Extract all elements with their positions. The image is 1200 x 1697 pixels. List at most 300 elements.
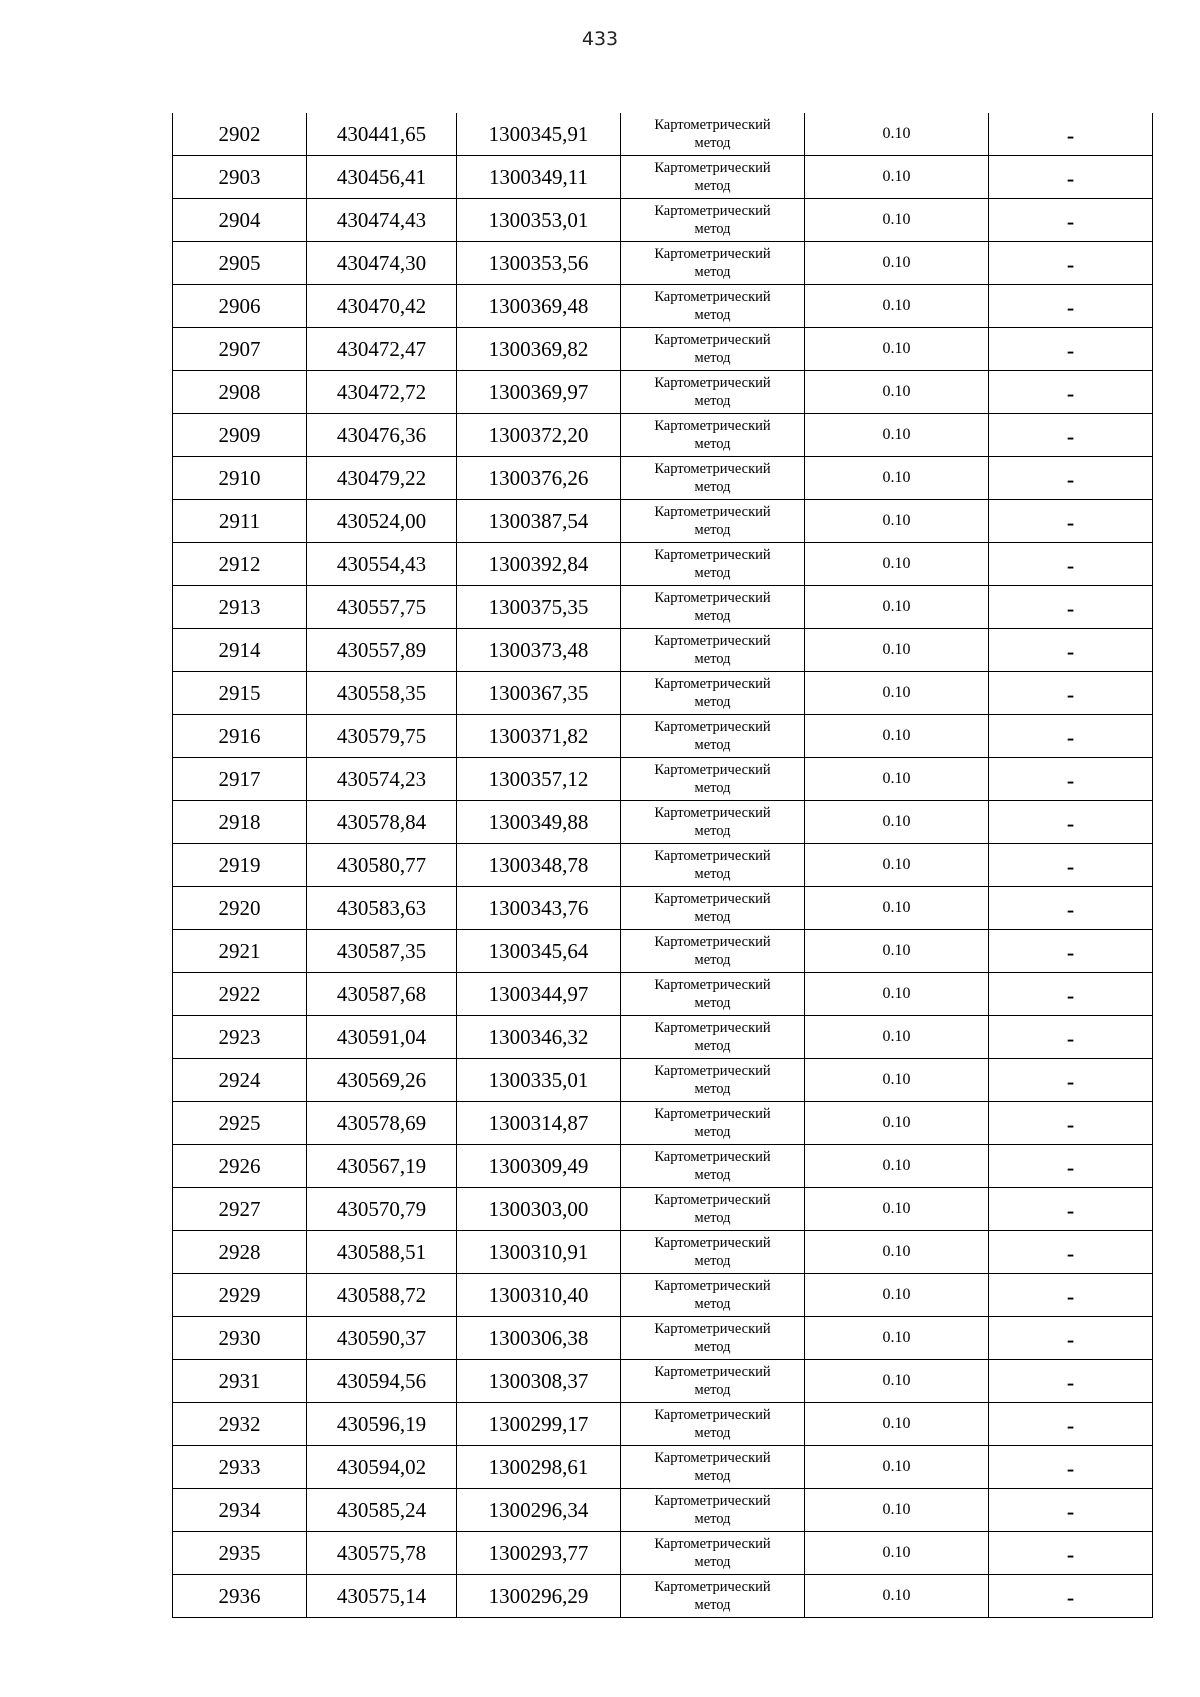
method-cell [621,758,805,801]
description-cell: - [989,715,1153,758]
method-line-1: Картометрический [654,418,771,434]
method-cell [621,500,805,543]
point-number-cell: 2913 [173,586,307,629]
method-line-2: метод [694,479,731,495]
table-row [173,1145,1153,1188]
y-coordinate-cell: 1300353,56 [457,242,621,285]
description-cell: - [989,414,1153,457]
table-row [173,113,1153,156]
table-row [173,844,1153,887]
y-coordinate-cell: 1300371,82 [457,715,621,758]
description-cell: - [989,844,1153,887]
method-cell [621,1016,805,1059]
table-body [173,113,1153,1618]
method-line-1: Картометрический [654,719,771,735]
method-line-2: метод [694,952,731,968]
y-coordinate-cell: 1300296,29 [457,1575,621,1618]
precision-cell: 0.10 [805,1145,989,1188]
x-coordinate-cell: 430580,77 [307,844,457,887]
x-coordinate-cell: 430569,26 [307,1059,457,1102]
method-line-2: метод [694,1210,731,1226]
method-line-1: Картометрический [654,762,771,778]
precision-cell: 0.10 [805,1446,989,1489]
y-coordinate-cell: 1300310,40 [457,1274,621,1317]
description-cell: - [989,1575,1153,1618]
x-coordinate-cell: 430456,41 [307,156,457,199]
method-line-2: метод [694,909,731,925]
x-coordinate-cell: 430479,22 [307,457,457,500]
table-row [173,457,1153,500]
description-cell: - [989,801,1153,844]
y-coordinate-cell: 1300348,78 [457,844,621,887]
description-cell: - [989,543,1153,586]
method-cell [621,586,805,629]
method-line-2: метод [694,264,731,280]
y-coordinate-cell: 1300349,88 [457,801,621,844]
precision-cell: 0.10 [805,1231,989,1274]
method-line-2: метод [694,135,731,151]
point-number-cell: 2914 [173,629,307,672]
method-line-1: Картометрический [654,891,771,907]
x-coordinate-cell: 430587,68 [307,973,457,1016]
method-cell [621,930,805,973]
description-cell: - [989,887,1153,930]
x-coordinate-cell: 430594,02 [307,1446,457,1489]
point-number-cell: 2918 [173,801,307,844]
method-line-2: метод [694,737,731,753]
point-number-cell: 2932 [173,1403,307,1446]
table-row [173,1059,1153,1102]
x-coordinate-cell: 430588,72 [307,1274,457,1317]
method-line-2: метод [694,1511,731,1527]
precision-cell: 0.10 [805,930,989,973]
method-line-2: метод [694,651,731,667]
point-number-cell: 2906 [173,285,307,328]
point-number-cell: 2931 [173,1360,307,1403]
precision-cell: 0.10 [805,586,989,629]
y-coordinate-cell: 1300310,91 [457,1231,621,1274]
precision-cell: 0.10 [805,328,989,371]
point-number-cell: 2933 [173,1446,307,1489]
method-line-1: Картометрический [654,1579,771,1595]
method-line-2: метод [694,1253,731,1269]
method-line-1: Картометрический [654,1364,771,1380]
point-number-cell: 2928 [173,1231,307,1274]
method-line-2: метод [694,307,731,323]
description-cell: - [989,1274,1153,1317]
method-line-2: метод [694,995,731,1011]
x-coordinate-cell: 430472,72 [307,371,457,414]
precision-cell: 0.10 [805,414,989,457]
point-number-cell: 2907 [173,328,307,371]
method-line-2: метод [694,350,731,366]
method-cell [621,1231,805,1274]
y-coordinate-cell: 1300343,76 [457,887,621,930]
method-line-2: метод [694,1038,731,1054]
x-coordinate-cell: 430575,14 [307,1575,457,1618]
table-row [173,801,1153,844]
y-coordinate-cell: 1300369,97 [457,371,621,414]
precision-cell: 0.10 [805,973,989,1016]
method-line-2: метод [694,436,731,452]
method-line-1: Картометрический [654,375,771,391]
description-cell: - [989,457,1153,500]
description-cell: - [989,1016,1153,1059]
description-cell: - [989,973,1153,1016]
precision-cell: 0.10 [805,672,989,715]
table-row [173,1360,1153,1403]
table-row [173,586,1153,629]
method-line-2: метод [694,178,731,194]
point-number-cell: 2902 [173,113,307,156]
table-row [173,672,1153,715]
method-line-1: Картометрический [654,289,771,305]
precision-cell: 0.10 [805,199,989,242]
description-cell: - [989,285,1153,328]
method-line-2: метод [694,1296,731,1312]
method-line-1: Картометрический [654,977,771,993]
x-coordinate-cell: 430558,35 [307,672,457,715]
method-cell [621,1403,805,1446]
y-coordinate-cell: 1300345,64 [457,930,621,973]
point-number-cell: 2936 [173,1575,307,1618]
x-coordinate-cell: 430524,00 [307,500,457,543]
point-number-cell: 2924 [173,1059,307,1102]
description-cell: - [989,242,1153,285]
y-coordinate-cell: 1300372,20 [457,414,621,457]
x-coordinate-cell: 430570,79 [307,1188,457,1231]
y-coordinate-cell: 1300357,12 [457,758,621,801]
description-cell: - [989,199,1153,242]
method-line-1: Картометрический [654,547,771,563]
description-cell: - [989,500,1153,543]
x-coordinate-cell: 430575,78 [307,1532,457,1575]
y-coordinate-cell: 1300344,97 [457,973,621,1016]
x-coordinate-cell: 430472,47 [307,328,457,371]
description-cell: - [989,328,1153,371]
y-coordinate-cell: 1300296,34 [457,1489,621,1532]
precision-cell: 0.10 [805,1532,989,1575]
point-number-cell: 2930 [173,1317,307,1360]
point-number-cell: 2908 [173,371,307,414]
point-number-cell: 2912 [173,543,307,586]
precision-cell: 0.10 [805,1016,989,1059]
y-coordinate-cell: 1300375,35 [457,586,621,629]
description-cell: - [989,1317,1153,1360]
precision-cell: 0.10 [805,1360,989,1403]
method-line-1: Картометрический [654,848,771,864]
table-row [173,285,1153,328]
precision-cell: 0.10 [805,500,989,543]
x-coordinate-cell: 430441,65 [307,113,457,156]
precision-cell: 0.10 [805,715,989,758]
description-cell: - [989,1360,1153,1403]
precision-cell: 0.10 [805,285,989,328]
method-cell [621,801,805,844]
method-line-2: метод [694,1167,731,1183]
method-cell [621,1274,805,1317]
point-number-cell: 2904 [173,199,307,242]
precision-cell: 0.10 [805,1317,989,1360]
table-row [173,1489,1153,1532]
method-line-1: Картометрический [654,1149,771,1165]
method-cell [621,1102,805,1145]
point-number-cell: 2910 [173,457,307,500]
description-cell: - [989,1145,1153,1188]
description-cell: - [989,1102,1153,1145]
method-cell [621,715,805,758]
method-line-1: Картометрический [654,246,771,262]
method-line-1: Картометрический [654,1493,771,1509]
y-coordinate-cell: 1300353,01 [457,199,621,242]
table-row [173,1274,1153,1317]
table-row [173,1575,1153,1618]
description-cell: - [989,1188,1153,1231]
method-line-2: метод [694,1468,731,1484]
method-line-2: метод [694,608,731,624]
point-number-cell: 2915 [173,672,307,715]
method-cell [621,1317,805,1360]
precision-cell: 0.10 [805,156,989,199]
table-row [173,887,1153,930]
method-line-1: Картометрический [654,504,771,520]
x-coordinate-cell: 430591,04 [307,1016,457,1059]
precision-cell: 0.10 [805,1403,989,1446]
table-row [173,1317,1153,1360]
method-line-1: Картометрический [654,1278,771,1294]
precision-cell: 0.10 [805,1274,989,1317]
point-number-cell: 2919 [173,844,307,887]
precision-cell: 0.10 [805,113,989,156]
method-cell [621,1532,805,1575]
x-coordinate-cell: 430567,19 [307,1145,457,1188]
y-coordinate-cell: 1300293,77 [457,1532,621,1575]
x-coordinate-cell: 430585,24 [307,1489,457,1532]
description-cell: - [989,672,1153,715]
method-line-2: метод [694,221,731,237]
method-line-2: метод [694,522,731,538]
method-line-1: Картометрический [654,934,771,950]
description-cell: - [989,1403,1153,1446]
description-cell: - [989,1489,1153,1532]
description-cell: - [989,113,1153,156]
description-cell: - [989,629,1153,672]
table-row [173,1102,1153,1145]
x-coordinate-cell: 430587,35 [307,930,457,973]
method-cell [621,1059,805,1102]
precision-cell: 0.10 [805,1188,989,1231]
method-cell [621,672,805,715]
table-row [173,156,1153,199]
method-cell [621,156,805,199]
point-number-cell: 2905 [173,242,307,285]
precision-cell: 0.10 [805,758,989,801]
table-row [173,199,1153,242]
method-line-2: метод [694,823,731,839]
table-row [173,371,1153,414]
method-cell [621,629,805,672]
method-line-1: Картометрический [654,1407,771,1423]
table-row [173,1231,1153,1274]
x-coordinate-cell: 430474,30 [307,242,457,285]
table-row [173,414,1153,457]
method-cell [621,1489,805,1532]
point-number-cell: 2922 [173,973,307,1016]
point-number-cell: 2935 [173,1532,307,1575]
method-line-2: метод [694,780,731,796]
point-number-cell: 2925 [173,1102,307,1145]
x-coordinate-cell: 430476,36 [307,414,457,457]
table-row [173,1403,1153,1446]
method-line-1: Картометрический [654,1192,771,1208]
x-coordinate-cell: 430474,43 [307,199,457,242]
method-line-1: Картометрический [654,160,771,176]
y-coordinate-cell: 1300345,91 [457,113,621,156]
method-line-1: Картометрический [654,117,771,133]
precision-cell: 0.10 [805,1575,989,1618]
point-number-cell: 2921 [173,930,307,973]
method-line-2: метод [694,1554,731,1570]
point-number-cell: 2920 [173,887,307,930]
method-cell [621,113,805,156]
x-coordinate-cell: 430557,89 [307,629,457,672]
method-cell [621,1188,805,1231]
precision-cell: 0.10 [805,1059,989,1102]
description-cell: - [989,758,1153,801]
y-coordinate-cell: 1300376,26 [457,457,621,500]
method-cell [621,1446,805,1489]
method-line-2: метод [694,1081,731,1097]
method-cell [621,199,805,242]
y-coordinate-cell: 1300298,61 [457,1446,621,1489]
table-row [173,500,1153,543]
method-line-1: Картометрический [654,1450,771,1466]
y-coordinate-cell: 1300373,48 [457,629,621,672]
method-line-2: метод [694,1425,731,1441]
point-number-cell: 2923 [173,1016,307,1059]
point-number-cell: 2917 [173,758,307,801]
y-coordinate-cell: 1300349,11 [457,156,621,199]
method-line-2: метод [694,1339,731,1355]
method-line-1: Картометрический [654,1020,771,1036]
x-coordinate-cell: 430554,43 [307,543,457,586]
description-cell: - [989,156,1153,199]
method-line-1: Картометрический [654,676,771,692]
precision-cell: 0.10 [805,844,989,887]
table-row [173,1016,1153,1059]
precision-cell: 0.10 [805,629,989,672]
precision-cell: 0.10 [805,457,989,500]
table-row [173,328,1153,371]
point-number-cell: 2911 [173,500,307,543]
point-number-cell: 2934 [173,1489,307,1532]
method-line-2: метод [694,1382,731,1398]
description-cell: - [989,1446,1153,1489]
y-coordinate-cell: 1300299,17 [457,1403,621,1446]
y-coordinate-cell: 1300314,87 [457,1102,621,1145]
method-cell [621,844,805,887]
point-number-cell: 2916 [173,715,307,758]
table-row [173,1188,1153,1231]
method-line-1: Картометрический [654,332,771,348]
y-coordinate-cell: 1300309,49 [457,1145,621,1188]
method-line-1: Картометрический [654,590,771,606]
method-cell [621,1145,805,1188]
y-coordinate-cell: 1300306,38 [457,1317,621,1360]
method-cell [621,414,805,457]
y-coordinate-cell: 1300392,84 [457,543,621,586]
description-cell: - [989,1532,1153,1575]
precision-cell: 0.10 [805,887,989,930]
x-coordinate-cell: 430594,56 [307,1360,457,1403]
x-coordinate-cell: 430583,63 [307,887,457,930]
table-row [173,758,1153,801]
method-line-1: Картометрический [654,805,771,821]
x-coordinate-cell: 430557,75 [307,586,457,629]
description-cell: - [989,586,1153,629]
method-line-2: метод [694,1597,731,1613]
method-cell [621,887,805,930]
point-number-cell: 2926 [173,1145,307,1188]
precision-cell: 0.10 [805,242,989,285]
y-coordinate-cell: 1300369,82 [457,328,621,371]
y-coordinate-cell: 1300367,35 [457,672,621,715]
x-coordinate-cell: 430578,69 [307,1102,457,1145]
x-coordinate-cell: 430596,19 [307,1403,457,1446]
y-coordinate-cell: 1300369,48 [457,285,621,328]
method-line-1: Картометрический [654,461,771,477]
table-row [173,242,1153,285]
method-cell [621,371,805,414]
x-coordinate-cell: 430470,42 [307,285,457,328]
table-row [173,1446,1153,1489]
precision-cell: 0.10 [805,371,989,414]
method-cell [621,543,805,586]
method-line-1: Картометрический [654,1321,771,1337]
method-line-1: Картометрический [654,1235,771,1251]
page-number: 433 [581,28,619,50]
y-coordinate-cell: 1300346,32 [457,1016,621,1059]
method-cell [621,242,805,285]
precision-cell: 0.10 [805,1102,989,1145]
point-number-cell: 2909 [173,414,307,457]
table-row [173,973,1153,1016]
method-line-1: Картометрический [654,1063,771,1079]
method-cell [621,1575,805,1618]
method-line-2: метод [694,866,731,882]
method-line-2: метод [694,393,731,409]
y-coordinate-cell: 1300303,00 [457,1188,621,1231]
precision-cell: 0.10 [805,543,989,586]
method-line-2: метод [694,694,731,710]
method-cell [621,328,805,371]
table-row [173,930,1153,973]
point-number-cell: 2903 [173,156,307,199]
method-cell [621,457,805,500]
method-cell [621,285,805,328]
x-coordinate-cell: 430578,84 [307,801,457,844]
table-row [173,1532,1153,1575]
x-coordinate-cell: 430579,75 [307,715,457,758]
precision-cell: 0.10 [805,801,989,844]
method-line-1: Картометрический [654,1106,771,1122]
method-cell [621,973,805,1016]
method-cell [621,1360,805,1403]
coordinates-table [172,113,1153,1618]
x-coordinate-cell: 430588,51 [307,1231,457,1274]
description-cell: - [989,371,1153,414]
method-line-2: метод [694,565,731,581]
